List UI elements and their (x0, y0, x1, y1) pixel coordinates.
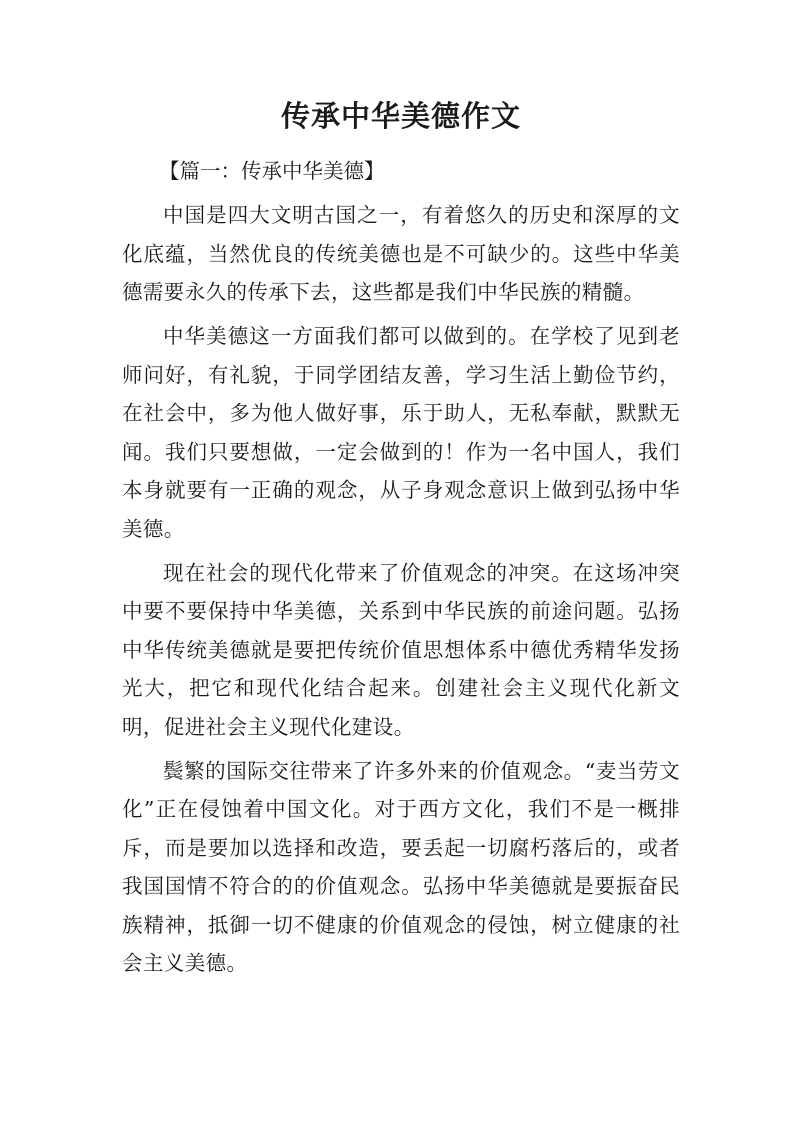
paragraph-1: 中国是四大文明古国之一，有着悠久的历史和深厚的文化底蕴，当然优良的传统美德也是不可缺少的。这些中华美德需要永久的传承下去，这些都是我们中华民族的精髓。 (122, 203, 680, 304)
paragraph-4: 鬓繁的国际交往带来了许多外来的价值观念。“麦当劳文化”正在侵蚀着中国文化。对于西方文化，我们不是一概排斥，而是要加以选择和改造，要丢起一切腐朽落后的，或者我国国情不符合的的价值观念。弘扬中华美德就是要振奋民族精神，抵御一切不健康的价值观念的侵蚀，树立健康的社会主义美德。 (122, 758, 680, 975)
paragraph-2: 中华美德这一方面我们都可以做到的。在学校了见到老师问好，有礼貌，于同学团结友善，学习生活上勤俭节约，在社会中，多为他人做好事，乐于助人，无私奉献，默默无闻。我们只要想做，一定会做到的！作为一名中国人，我们本身就要有一正确的观念，从子身观念意识上做到弘扬中华美德。 (122, 324, 680, 541)
section-heading: 【篇一：传承中华美德】 (159, 159, 385, 183)
document-title: 传承中华美德作文 (280, 99, 521, 133)
paragraph-3: 现在社会的现代化带来了价值观念的冲突。在这场冲突中要不要保持中华美德，关系到中华民族的前途问题。弘扬中华传统美德就是要把传统价值思想体系中德优秀精华发扬光大，把它和现代化结合起来。创建社会主义现代化新文明，促进社会主义现代化建设。 (122, 560, 680, 739)
document-page (122, 96, 680, 988)
